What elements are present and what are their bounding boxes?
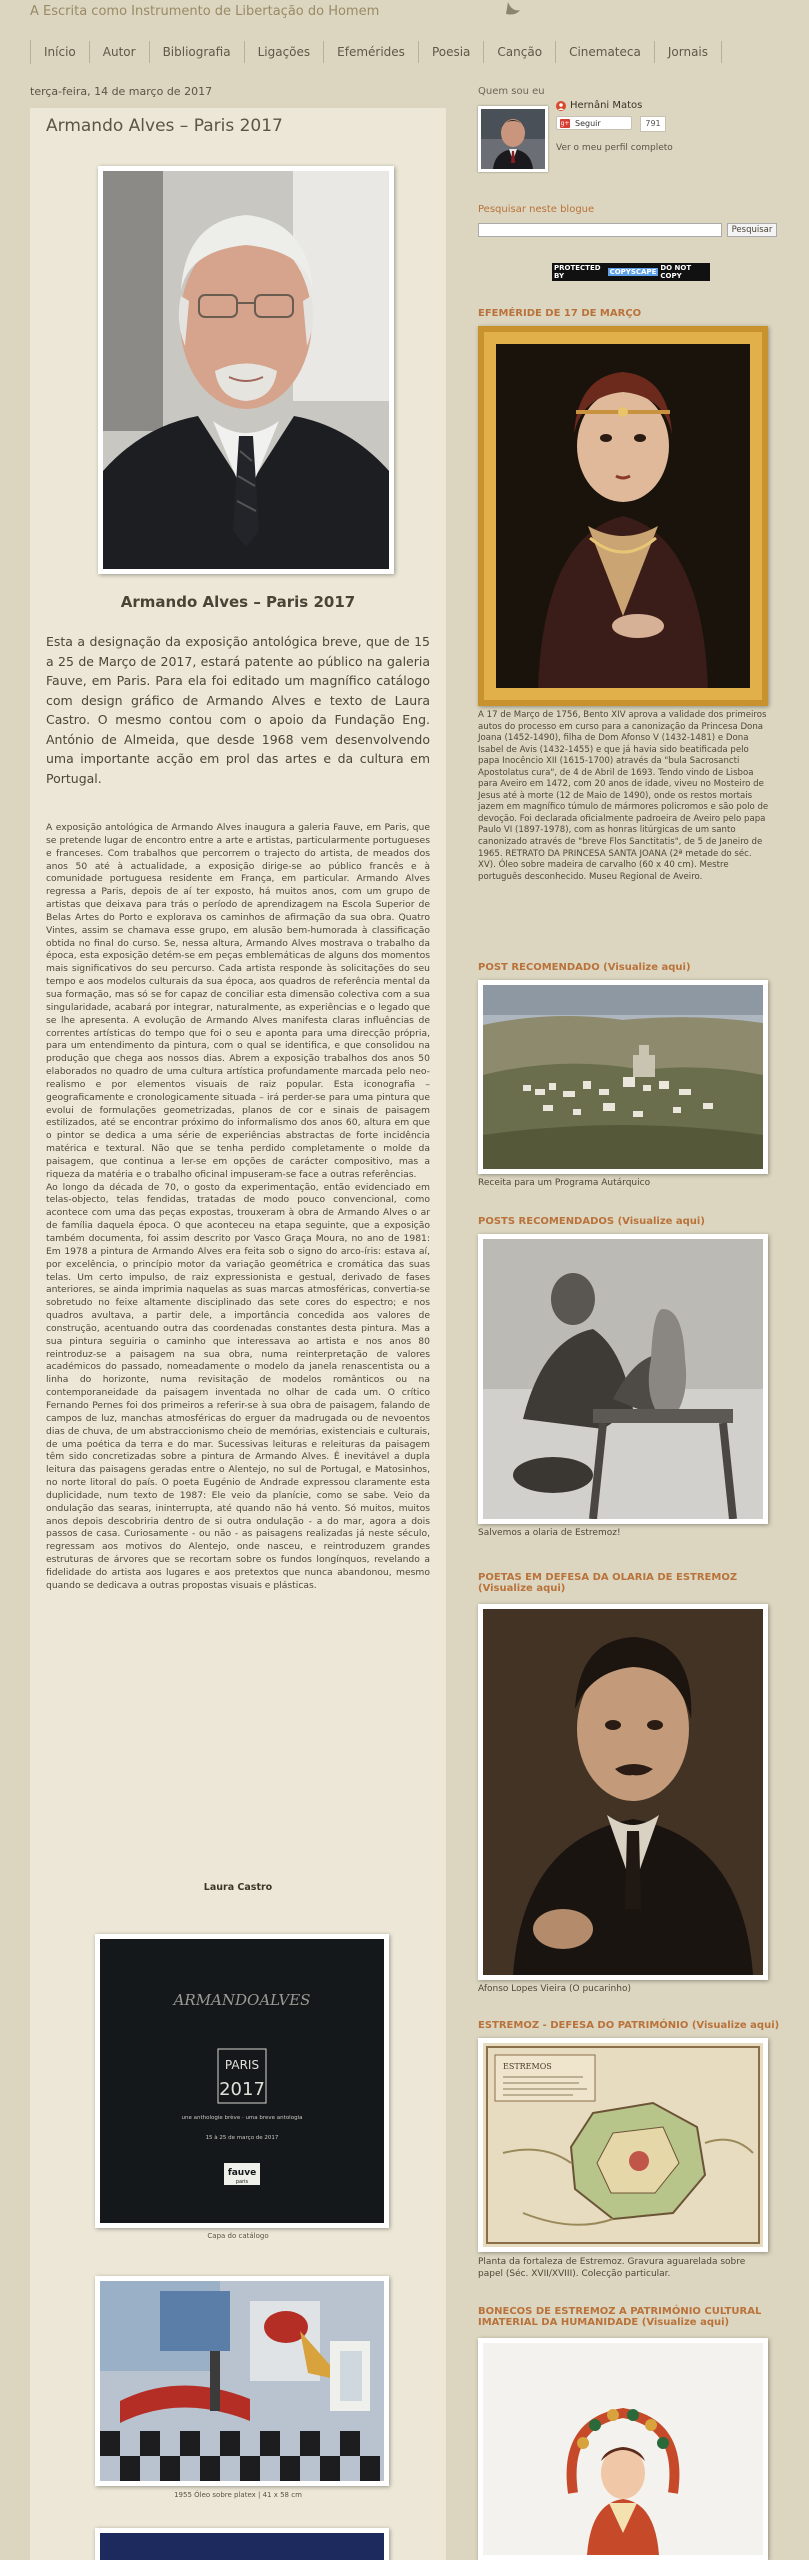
catalog-logo-sub: paris [235,2179,249,2185]
catalog-caption: Capa do catálogo [207,2232,269,2240]
post-recomendado-caption[interactable]: Receita para um Programa Autárquico [478,1178,651,1188]
search-input[interactable] [478,223,722,237]
post-container [30,108,446,2560]
search-widget-title: Pesquisar neste blogue [478,204,595,215]
catalog-logo: fauve [227,2168,257,2178]
profile-full-link[interactable]: Ver o meu perfil completo [556,143,673,153]
nav-item-inicio[interactable]: Início [31,41,90,63]
follow-button-label: Seguir [575,119,601,128]
google-plus-icon: g+ [560,120,570,127]
catalog-cover-image [100,1939,384,2223]
posts-recomendados-photo[interactable] [478,1234,768,1524]
estremoz-map-photo[interactable] [478,2038,768,2252]
post-body [46,822,430,1593]
copyscape-right: DO NOT COPY [660,264,692,280]
portrait-image [103,171,389,569]
estremoz-caption: Planta da fortaleza de Estremoz. Gravura aguarelada sobre papel (Séc. XVII/XVIII). Colecção particular. [478,2257,746,2279]
catalog-cover-photo[interactable] [95,1934,389,2228]
painting-1955-caption: 1955 Óleo sobre platex | 41 x 58 cm [174,2491,302,2499]
catalog-line-2: 15 à 25 de março de 2017 [205,2135,279,2141]
copyscape-badge[interactable] [552,263,710,281]
catalog-year: 2017 [219,2079,265,2100]
bonecos-image [483,2343,763,2555]
bonecos-photo[interactable] [478,2338,768,2560]
nav-item-efemerides[interactable]: Efemérides [324,41,419,63]
header-ornament-icon [500,0,560,20]
post-author: Laura Castro [203,1882,273,1893]
efemeride-painting[interactable] [478,326,768,706]
nav-item-jornais[interactable]: Jornais [655,41,722,63]
nav-bar [30,40,722,64]
estremoz-widget-title[interactable]: ESTREMOZ - DEFESA DO PATRIMÓNIO (Visualize aqui) [478,2020,780,2031]
poetas-widget-title[interactable]: POETAS EM DEFESA DA OLARIA DE ESTREMOZ (Visualize aqui) [478,1572,738,1594]
profile-widget-title: Quem sou eu [478,86,545,97]
nav-item-ligacoes[interactable]: Ligações [245,41,325,63]
nav-item-cancao[interactable]: Canção [484,41,556,63]
blog-header [0,0,809,80]
profile-avatar[interactable] [478,106,548,172]
blogger-profile-icon [556,101,566,111]
post-date: terça-feira, 14 de março de 2017 [30,85,213,98]
portrait-photo[interactable] [98,166,394,574]
poetas-photo[interactable] [478,1604,768,1980]
post-title[interactable]: Armando Alves – Paris 2017 [46,116,283,136]
posts-recomendados-title[interactable]: POSTS RECOMENDADOS (Visualize aqui) [478,1216,705,1227]
poetas-caption[interactable]: Afonso Lopes Vieira (O pucarinho) [478,1984,631,1994]
painting-1955-photo[interactable] [95,2276,389,2486]
efemeride-painting-image [478,326,768,706]
painting-next-photo[interactable] [95,2528,389,2560]
post-lead-paragraph: Esta a designação da exposição antológica breve, que de 15 a 25 de Março de 2017, estará patente ao público na galeria Fauve, em Paris. Para ela foi editado um magnífico catálogo com design gráfico de Armando Alves e texto de Laura Castro. O mesmo contou com o apoio da Fundação Eng. António de Almeida, que desde 1968 vem desenvolvendo uma importante acção em prol das artes e da cultura em Portugal. [46,634,430,786]
estremoz-map-label: ESTREMOS [503,2062,552,2071]
catalog-paris: PARIS [224,2058,260,2072]
poetas-image [483,1609,763,1975]
nav-item-cinemateca[interactable]: Cinemateca [556,41,655,63]
catalog-line-1: une anthologie brève · uma breve antologia [181,2115,303,2121]
efemeride-widget-title: EFEMÉRIDE DE 17 DE MARÇO [478,308,642,319]
painting-1955-image [100,2281,384,2481]
estremoz-map-image [483,2043,763,2247]
post-recomendado-image [483,985,763,1169]
post-recomendado-title[interactable]: POST RECOMENDADO (Visualize aqui) [478,962,691,973]
nav-item-bibliografia[interactable]: Bibliografia [150,41,245,63]
follow-count: 791 [640,116,666,132]
follow-button[interactable] [556,116,632,130]
catalog-brand: ARMANDOALVES [173,1991,311,2009]
search-button[interactable]: Pesquisar [727,223,777,237]
nav-item-autor[interactable]: Autor [90,41,150,63]
bonecos-widget-title[interactable]: BONECOS DE ESTREMOZ A PATRIMÓNIO CULTURAL IMATERIAL DA HUMANIDADE (Visualize aqui) [478,2306,762,2328]
painting-next-image [100,2533,384,2560]
nav-item-poesia[interactable]: Poesia [419,41,484,63]
post-subtitle: Armando Alves – Paris 2017 [120,593,356,611]
post-recomendado-photo[interactable] [478,980,768,1174]
blog-subtitle: A Escrita como Instrumento de Libertação do Homem [30,4,380,19]
post-body-paragraph-1: A exposição antológica de Armando Alves inaugura a galeria Fauve, em Paris, que se pretende lugar de encontro entre a arte e artistas, particularmente portugueses e franceses. Com trabalhos que percorrem o trajecto do artista, de meados dos anos 50 até à actualidade, a exposição dirige-se ao público francês e à comunidade portuguesa residente em França, em particular. Armando Alves regressa a Paris, depois de aí ter exposto, há muitos anos, com um grupo de artistas que deixava para trás o período de aprendizagem na Escola Superior de Belas Artes do Porto e explorava os caminhos de afirmação da sua obra. Quatro Vintes, assim se chamava esse grupo, em alusão bem-humorada à classificação obtida no final do curso. Se, nessa altura, Armando Alves mostrava o trabalho da época, esta exposição detém-se em peças emblemáticas de alguns dos momentos mais significativos do seu percurso. Cada artista responde às solicitações do seu tempo e aos modelos culturais da sua época, aos quadros de referência mental da sua formação, mas só se for capaz de conciliar esta dimensão colectiva com a sua singularidade, acabará por integrar, naturalmente, as experiências e o legado que se lhe apresenta. A evolução de Armando Alves manifesta claras influências de correntes artísticas do tempo que foi o seu e aponta para uma direcção própria, para um entendimento da pintura, com o qual se identifica, e que consolidou na produção que chega aos nossos dias. Abrem a exposição trabalhos dos anos 50 elaborados no quadro de uma cultura artística profundamente marcada pelo neo-realismo e por elementos visuais de raiz popular. Esta iconografia – geograficamente e cronologicamente situada – irá perder-se para uma pintura que evolui de formulações geometrizadas, planos de cor e sinais de paisagem estilizados, até se encontrar próximo do informalismo dos anos 60, altura em que o pintor se dedica a uma série de experiências abstractas de forte incidência matérica e textural. Não que se tenha perdido completamente o molde da paisagem, que continua a ler-se em opções de carácter compositivo, mas a riqueza da matéria e o trabalho oficinal impuseram-se face a outras referências. [46,822,430,1180]
avatar-image [481,109,545,169]
profile-name-link[interactable]: Hernâni Matos [570,100,643,111]
post-body-paragraph-2: Ao longo da década de 70, o gosto da experimentação, então evidenciado em telas-objecto, telas fendidas, tratadas de modo pouco convencional, como acontece com uma das peças expostas, trouxeram à obra de Armando Alves o ar de família daquela época. O que aconteceu na etapa seguinte, que a exposição também documenta, foi assim descrito por Vasco Graça Moura, no ano de 1981: Em 1978 a pintura de Armando Alves era feita sob o signo do arco-íris: estava aí, por excelência, o princípio motor da variação geométrica e cromática das suas telas. Um certo impulso, de raiz expressionista e gestual, derivado de fases anteriores, se ainda imprimia naquelas as suas marcas atmosféricas, convertia-se sobretudo no feixe altamente disciplinado das sete cores do espectro; e nos quadros avultava, a partir dele, a importância concedida aos valores de construção, acentuando outra das coordenadas constantes desta pintura. Mas a sua pintura seguiria o caminho que interessava ao artista e nos anos 80 reintroduz-se a paisagem na sua obra, numa reinterpretação de valores académicos do passado, nomeadamente o modelo da janela renascentista ou a linha do horizonte, numa revisitação de modelos românticos ou na contemporaneidade da paisagem inventada no olhar de cada um. O crítico Fernando Pernes foi dos primeiros a referir-se à sua obra de paisagem, falando de campos de luz, manchas atmosféricas do erguer da madrugada ou de nevoentos dias de chuva, de um abstraccionismo cheio de memórias, existenciais e culturais, de uma poética da terra e do mar. Sucessivas leituras e releituras da paisagem têm sido concretizadas sobre a pintura de Armando Alves. É inevitável a dupla leitura das paisagens geradas entre o Alentejo, no sul de Portugal, e Matosinhos, no norte litoral do país. O poeta Eugénio de Andrade expressou claramente esta duplicidade, num texto de 1987: Ele veio da planície, como se sabe. Veio da ondulação das searas, ininterrupta, até quando não há vento. Só muitos, muitos anos depois descobriria dentro de si outra ondulação - a do mar, agora a dois passos de casa. Curiosamente - ou não - as paisagens realizadas já neste século, regressam aos motivos do Alentejo, onde nasceu, e reintroduzem grandes estruturas de árvores que se recortam sobre os fundos longínquos, revelando a fidelidade do artista aos lugares e aos pretextos que nunca abandonou, mesmo quando se dedicava a outras propostas visuais e plásticas. [46,1181,430,1591]
copyscape-mid: COPYSCAPE [609,268,657,276]
efemeride-text: A 17 de Março de 1756, Bento XIV aprova a validade dos primeiros autos do processo em curso para a canonização da Princesa Dona Joana (1452-1490), filha de Dom Afonso V (1432-1481) e Dona Isabel de Avis (1432-1455) e que já havia sido beatificada pelo papa Inocêncio XII (1615-1700) através da "bula Sacrosancti Apostolatus cura", de 4 de Abril de 1693. Tendo vindo de Lisboa para Aveiro em 1472, com 20 anos de idade, viveu no Mosteiro de Jesus até à morte (12 de Maio de 1490), onde os restos mortais jazem em magnífico túmulo de mármores policromos e são polo de devoção. Foi declarada oficialmente padroeira de Aveiro pelo papa Paulo VI (1897-1978), com as honras litúrgicas de um santo canonizado através de "breve Flos Sanctitatis", de 5 de Janeiro de 1965. RETRATO DA PRINCESA SANTA JOANA (2ª metade do séc. XV). Óleo sobre madeira de carvalho (60 x 40 cm). Mestre português desconhecido. Museu Regional de Aveiro. [478,710,769,882]
posts-recomendados-image [483,1239,763,1519]
posts-recomendados-caption[interactable]: Salvemos a olaria de Estremoz! [478,1528,621,1538]
copyscape-left: PROTECTED BY [554,264,601,280]
